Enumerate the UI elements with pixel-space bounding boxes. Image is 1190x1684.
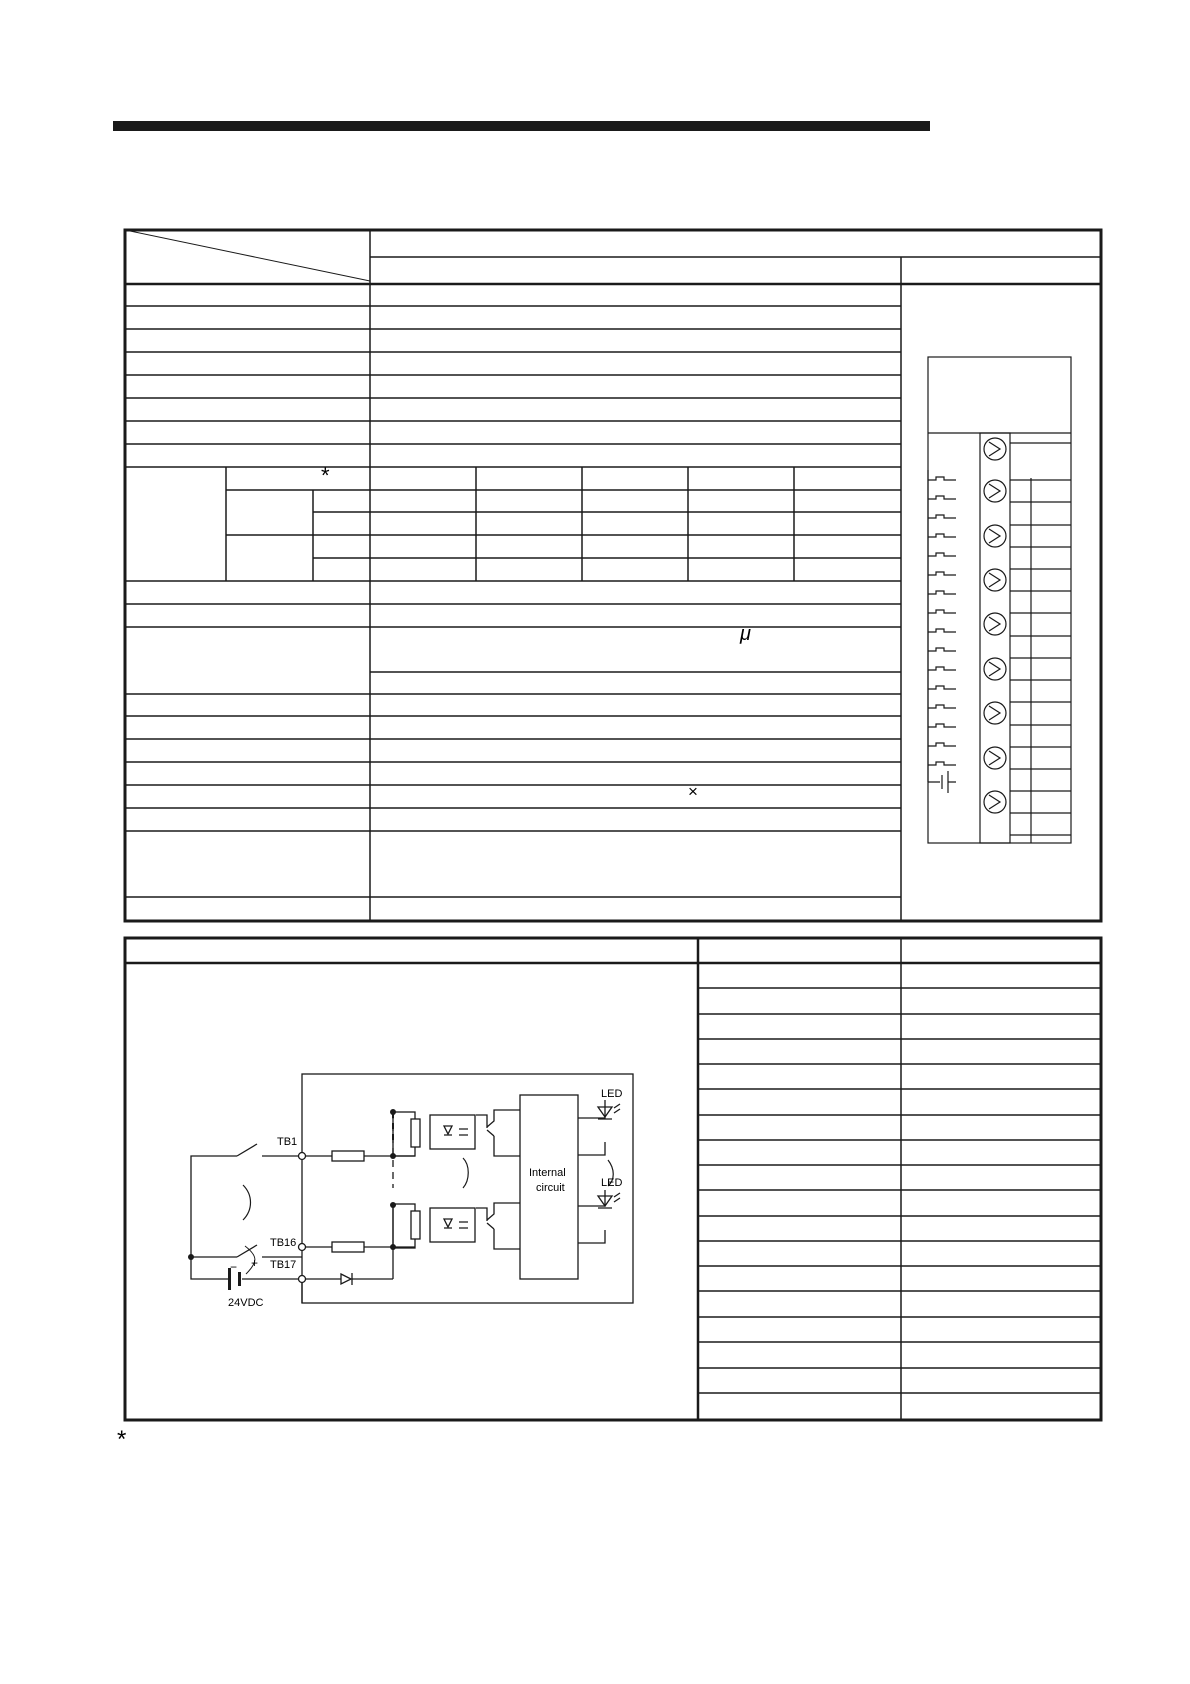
terminal-table-rows — [698, 988, 1101, 1393]
input-wiring — [928, 470, 956, 793]
internal-circuit-label-1: Internal — [529, 1167, 566, 1179]
footnote-asterisk: * — [117, 1426, 127, 1453]
circuit-labels — [228, 1088, 622, 1309]
asterisk-mark: * — [321, 463, 330, 488]
terminal-tb17-label: TB17 — [270, 1259, 297, 1271]
power-supply-label: 24VDC — [228, 1297, 264, 1309]
header-diagonal — [125, 230, 370, 281]
spec-row-lines — [125, 306, 901, 897]
micro-symbol: μ — [740, 623, 751, 645]
symbols — [321, 463, 751, 801]
led-label-1: LED — [601, 1088, 623, 1100]
terminal-tb1-label: TB1 — [277, 1136, 298, 1148]
spec-sub-columns — [226, 467, 794, 581]
terminal-row-lines — [1010, 480, 1071, 835]
module-boundary — [302, 1074, 633, 1303]
terminal-tb16-label: TB16 — [270, 1237, 297, 1249]
battery-plus-sign: + — [251, 1256, 259, 1270]
terminal-screws — [984, 438, 1006, 813]
battery-minus-sign: − — [230, 1260, 238, 1274]
led-label-2: LED — [601, 1177, 623, 1189]
times-symbol: × — [688, 782, 698, 801]
internal-circuit-label-2: circuit — [536, 1182, 565, 1194]
module-face — [928, 357, 1071, 843]
